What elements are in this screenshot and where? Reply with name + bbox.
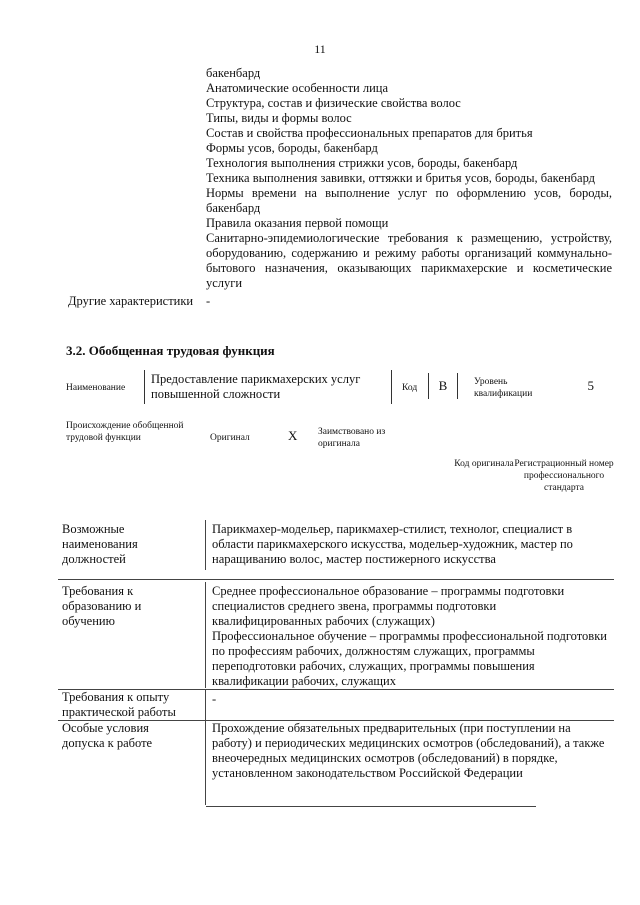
column-divider (205, 520, 206, 570)
original-mark: X (288, 428, 298, 443)
origin-label: Происхождение обобщенной трудовой функции (66, 421, 184, 443)
special-conditions-value: Прохождение обязательных предварительных (при поступлении на работу) и периодических медицинских осмотров (обследований), а также внеочередных медицинских осмотров (обследований) в порядке, установленном законодательством Российской Федерации (212, 721, 605, 780)
page-number: 11 (314, 42, 326, 56)
level-value: 5 (587, 378, 594, 393)
level-label: Уровень квалификации (474, 377, 533, 399)
knowledge-item: Структура, состав и физические свойства волос (206, 96, 461, 110)
education-value-2: Профессиональное обучение – программы профессиональной подготовки по профессиям рабочих, должностям служащих, программы переподготовки рабочих, служащих, программы повышения квалификации рабочих, служащих (212, 629, 607, 688)
column-divider (205, 690, 206, 720)
knowledge-item: Типы, виды и формы волос (206, 111, 352, 125)
knowledge-item: Технология выполнения стрижки усов, бороды, бакенбард (206, 156, 518, 170)
column-divider (205, 721, 206, 805)
experience-label: Требования к опыту практической работы (62, 690, 176, 719)
code-original-label: Код оригинала (454, 459, 514, 469)
original-label: Оригинал (210, 433, 250, 443)
row-divider (58, 579, 614, 580)
knowledge-item: Анатомические особенности лица (206, 81, 389, 95)
borrowed-label: Заимствовано из оригинала (318, 427, 386, 449)
column-divider (205, 582, 206, 688)
special-conditions-label: Особые условия допуска к работе (62, 721, 153, 750)
name-value: Предоставление парикмахерских услуг повышенной сложности (144, 370, 392, 404)
other-characteristics-label: Другие характеристики (68, 294, 194, 308)
positions-label: Возможные наименования должностей (62, 522, 138, 566)
knowledge-item: Нормы времени на выполнение услуг по оформлению усов, бороды, бакенбард (206, 186, 612, 215)
education-label: Требования к образованию и обучению (62, 584, 142, 628)
section-title: 3.2. Обобщенная трудовая функция (66, 343, 275, 358)
other-characteristics-value: - (206, 294, 211, 308)
code-label: Код (402, 383, 418, 393)
reg-number-label: Регистрационный номер профессионального стандарта (514, 459, 614, 493)
knowledge-item: Формы усов, бороды, бакенбард (206, 141, 378, 155)
name-label: Наименование (66, 383, 126, 393)
knowledge-item: бакенбард (206, 66, 261, 80)
knowledge-list (206, 66, 612, 291)
knowledge-item: Санитарно-эпидемиологические требования к размещению, устройству, оборудованию, содержанию и режиму работы организаций коммунально-бытового назначения, оказывающих парикмахерские и косметические услуги (206, 231, 612, 290)
row-divider (206, 806, 536, 807)
positions-value: Парикмахер-модельер, парикмахер-стилист, технолог, специалист в области парикмахерского искусства, модельер-художник, мастер по наращиванию волос, мастер постижерного искусства (212, 522, 573, 566)
education-value: Среднее профессиональное образование – программы подготовки специалистов среднего звена, программы подготовки квалифицированных рабочих (служащих) (212, 584, 565, 628)
knowledge-item: Техника выполнения завивки, оттяжки и бритья усов, бороды, бакенбард (206, 171, 596, 185)
knowledge-item: Правила оказания первой помощи (206, 216, 389, 230)
knowledge-item: Состав и свойства профессиональных препаратов для бритья (206, 126, 533, 140)
code-value: В (428, 373, 458, 399)
experience-value: - (212, 692, 217, 706)
